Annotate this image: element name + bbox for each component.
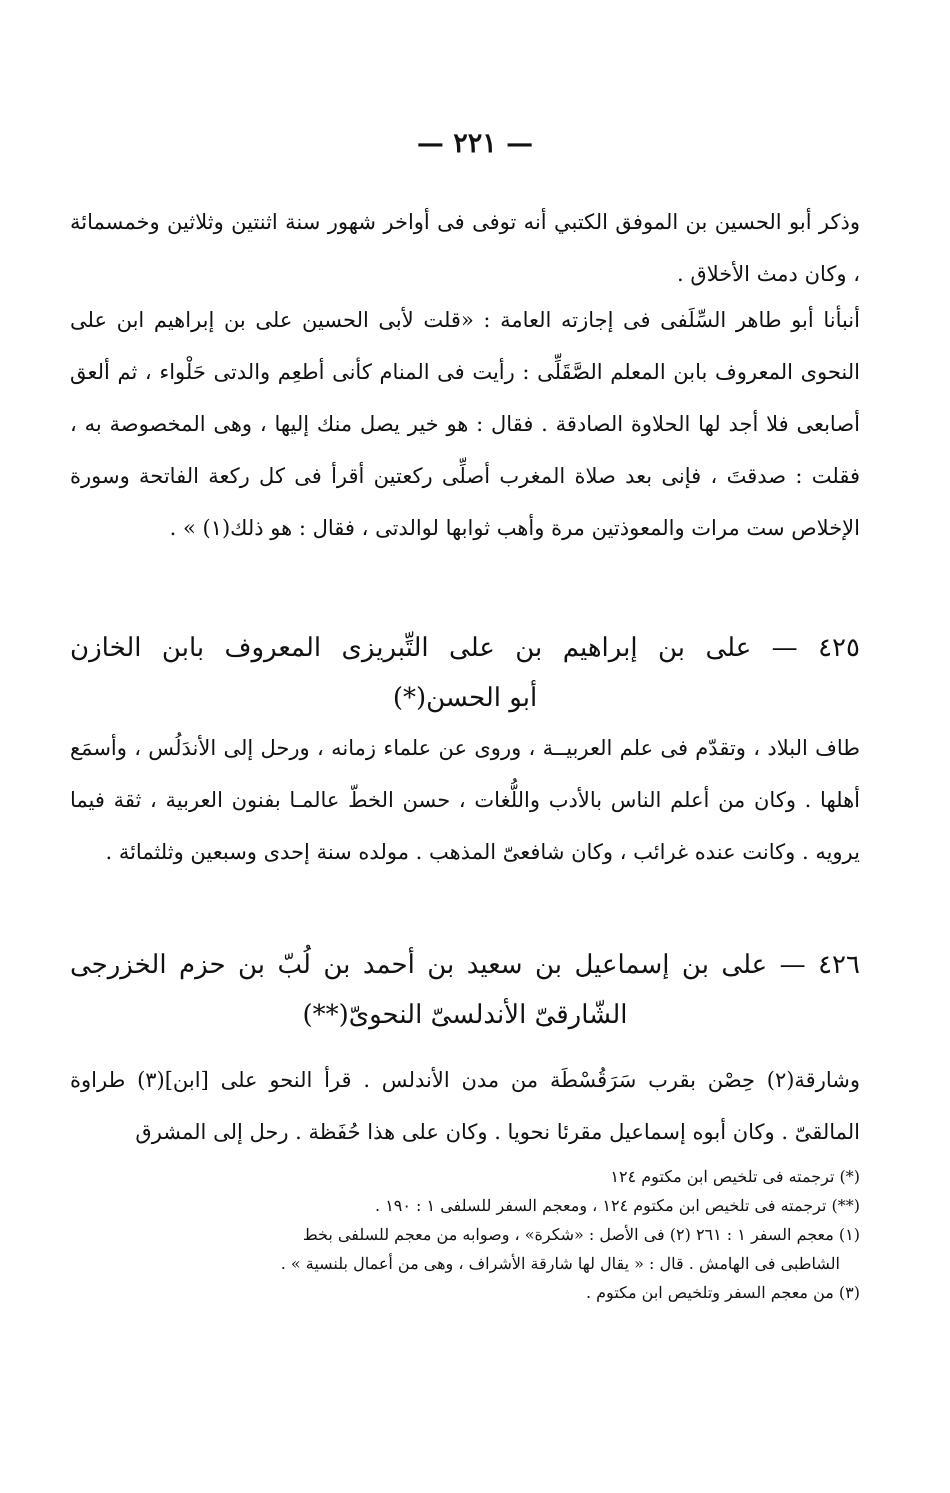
footnotes (70, 1162, 860, 1307)
entry-body-426 (70, 1054, 860, 1158)
entry-body-425 (70, 722, 860, 878)
paragraph-text: أنبأنا أبو طاهر السِّلَفى فى إجازته العامة : «قلت لأبى الحسين على بن إبراهيم ابن على النحوى المعروف بابن المعلم الصَّقَلِّى : رأيت فى المنام كأنى أطعِم والدتى حَلْواء ، ثم ألعق أصابعى فلا أجد لها الحلاوة الصادقة . فقال : هو خير يصل منك إليها ، وهى المخصوصة به ، فقلت : صدقتَ ، فإنى بعد صلاة المغرب أصلِّى ركعتين أقرأ فى كل ركعة الفاتحة وسورة الإخلاص ست مرات والمعوذتين مرة وأهب ثوابها لوالدتى ، فقال : هو ذلك(١) » . (70, 308, 861, 540)
entry-heading-line: الشّارقىّ الأندلسىّ النحوىّ(**) (302, 1000, 628, 1030)
footnote: (*) ترجمته فى تلخيص ابن مكتوم ١٢٤ (610, 1167, 860, 1186)
paragraph-text: وشارقة(٢) حِصْن بقرب سَرَقُسْطَة من مدن الأندلس . قرأ النحو على [ابن](٣) طراوة المالقىّ . وكان أبوه إسماعيل مقرئا نحويا . وكان على هذا حُفَظة . رحل إلى المشرق (70, 1068, 860, 1144)
paragraph-abu-al-husayn (70, 196, 860, 300)
entry-heading-line: ٤٢٦ — على بن إسماعيل بن سعيد بن أحمد بن لُبّ بن حزم الخزرجى (70, 950, 860, 980)
footnote: (٣) من معجم السفر وتلخيص ابن مكتوم . (585, 1283, 860, 1302)
entry-heading-425 (70, 623, 860, 723)
entry-heading-line: ٤٢٥ — على بن إبراهيم بن على التِّبريزى المعروف بابن الخازن (70, 633, 860, 663)
entry-heading-line: أبو الحسن(*) (392, 683, 538, 713)
page-number: — ٢٢١ — (416, 128, 534, 159)
footnote: (١) معجم السفر ١ : ٢٦١ (٢) فى الأصل : «شكرة» ، وصوابه من معجم للسلفى بخط (302, 1225, 860, 1244)
footnote: (**) ترجمته فى تلخيص ابن مكتوم ١٢٤ ، ومعجم السفر للسلفى ١ : ١٩٠ . (375, 1196, 860, 1215)
footnote: الشاطبى فى الهامش . قال : « يقال لها شارقة الأشراف ، وهى من أعمال بلنسية » . (280, 1254, 840, 1273)
paragraph-text: وذكر أبو الحسين بن الموفق الكتبي أنه توفى فى أواخر شهور سنة اثنتين وثلاثين وخمسمائة ، وكان دمث الأخلاق . (70, 210, 860, 286)
entry-heading-426 (70, 940, 860, 1040)
paragraph-silafi-dream (70, 294, 860, 554)
paragraph-text: طاف البلاد ، وتقدّم فى علم العربيــة ، وروى عن علماء زمانه ، ورحل إلى الأندَلُس ، وأسمَع أهلها . وكان من أعلم الناس بالأدب واللُّغات ، حسن الخطّ عالمـا بفنون العربية ، ثقة فيما يرويه . وكانت عنده غرائب ، وكان شافعىّ المذهب . مولده سنة إحدى وسبعين وثلثمائة . (70, 736, 860, 864)
